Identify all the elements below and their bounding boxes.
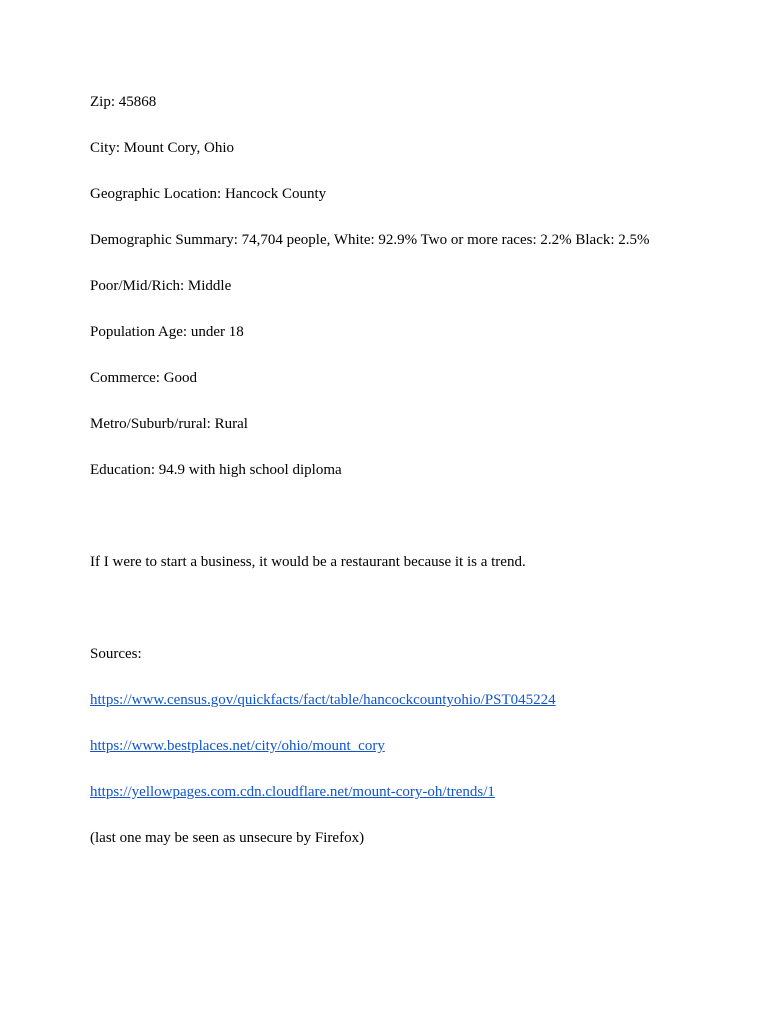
source-link-census[interactable]: https://www.census.gov/quickfacts/fact/table/hancockcountyohio/PST045224 [90, 692, 556, 708]
business-statement: If I were to start a business, it would be a restaurant because it is a trend. [90, 554, 526, 570]
source-link-bestplaces[interactable]: https://www.bestplaces.net/city/ohio/mount_cory [90, 738, 385, 754]
wealth-line: Poor/Mid/Rich: Middle [90, 278, 232, 294]
population-age-line: Population Age: under 18 [90, 324, 244, 340]
city-line: City: Mount Cory, Ohio [90, 140, 235, 156]
sources-heading: Sources: [90, 646, 142, 662]
source-link-yellowpages[interactable]: https://yellowpages.com.cdn.cloudflare.net/mount-cory-oh/trends/1 [90, 784, 495, 800]
demographic-summary-line: Demographic Summary: 74,704 people, White: 92.9% Two or more races: 2.2% Black: 2.5% [90, 232, 650, 248]
education-line: Education: 94.9 with high school diploma [90, 462, 342, 478]
area-type-line: Metro/Suburb/rural: Rural [90, 416, 248, 432]
firefox-note: (last one may be seen as unsecure by Firefox) [90, 830, 365, 846]
commerce-line: Commerce: Good [90, 370, 198, 386]
geographic-location-line: Geographic Location: Hancock County [90, 186, 327, 202]
zip-line: Zip: 45868 [90, 94, 157, 110]
